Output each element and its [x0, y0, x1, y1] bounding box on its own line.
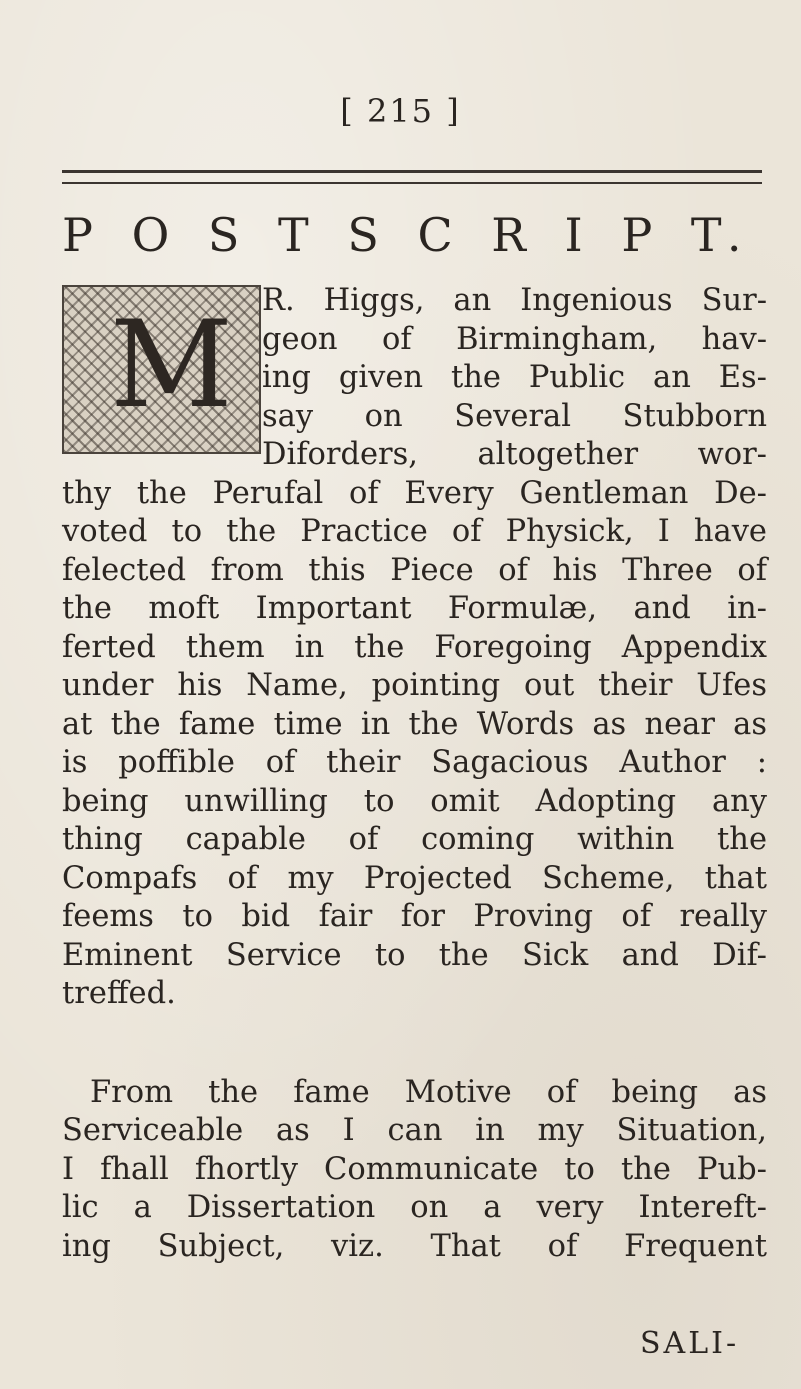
- text-line: at the fame time in the Words as near as: [62, 706, 767, 742]
- section-heading: P O S T S C R I P T.: [62, 208, 754, 262]
- text-line: ing given the Public an Es-: [262, 360, 767, 395]
- text-line: Eminent Service to the Sick and Dif-: [62, 937, 767, 973]
- text-line: From the fame Motive of being as: [90, 1074, 767, 1110]
- body-text: [62, 282, 767, 1266]
- text-line: thing capable of coming within the: [62, 822, 767, 857]
- text-line: Diforders, altogether wor-: [262, 437, 767, 472]
- text-line: lic a Dissertation on a very Intereft-: [62, 1190, 767, 1225]
- text-line: treffed.: [62, 976, 176, 1011]
- text-line: Serviceable as I can in my Situation,: [62, 1113, 767, 1148]
- text-line: R. Higgs, an Ingenious Sur-: [262, 283, 767, 318]
- text-line: under his Name, pointing out their Ufes: [62, 668, 767, 703]
- text-line: Compafs of my Projected Scheme, that: [62, 860, 767, 896]
- page-number: [ 215 ]: [340, 92, 461, 130]
- catchword: SALI-: [640, 1326, 740, 1361]
- text-line: felected from this Piece of his Three of: [62, 552, 767, 588]
- text-line: ing Subject, viz. That of Frequent: [62, 1228, 767, 1264]
- decorated-initial-letter: M: [110, 296, 233, 435]
- text-line: the moft Important Formulæ, and in-: [62, 591, 767, 626]
- text-line: ferted them in the Foregoing Appendix: [62, 629, 767, 665]
- text-line: thy the Perufal of Every Gentleman De-: [62, 475, 767, 511]
- text-line: is poffible of their Sagacious Author :: [62, 745, 767, 780]
- header-rule-thin: [62, 182, 762, 184]
- paragraph-gap: [62, 1014, 767, 1074]
- text-line: geon of Birmingham, hav-: [262, 321, 767, 357]
- header-rule-thick: [62, 170, 762, 173]
- text-line: feems to bid fair for Proving of really: [62, 899, 767, 934]
- text-line: being unwilling to omit Adopting any: [62, 783, 767, 819]
- text-line: I fhall fhortly Communicate to the Pub-: [62, 1151, 767, 1187]
- text-line: say on Several Stubborn: [262, 398, 767, 434]
- text-line: voted to the Practice of Physick, I have: [62, 514, 767, 549]
